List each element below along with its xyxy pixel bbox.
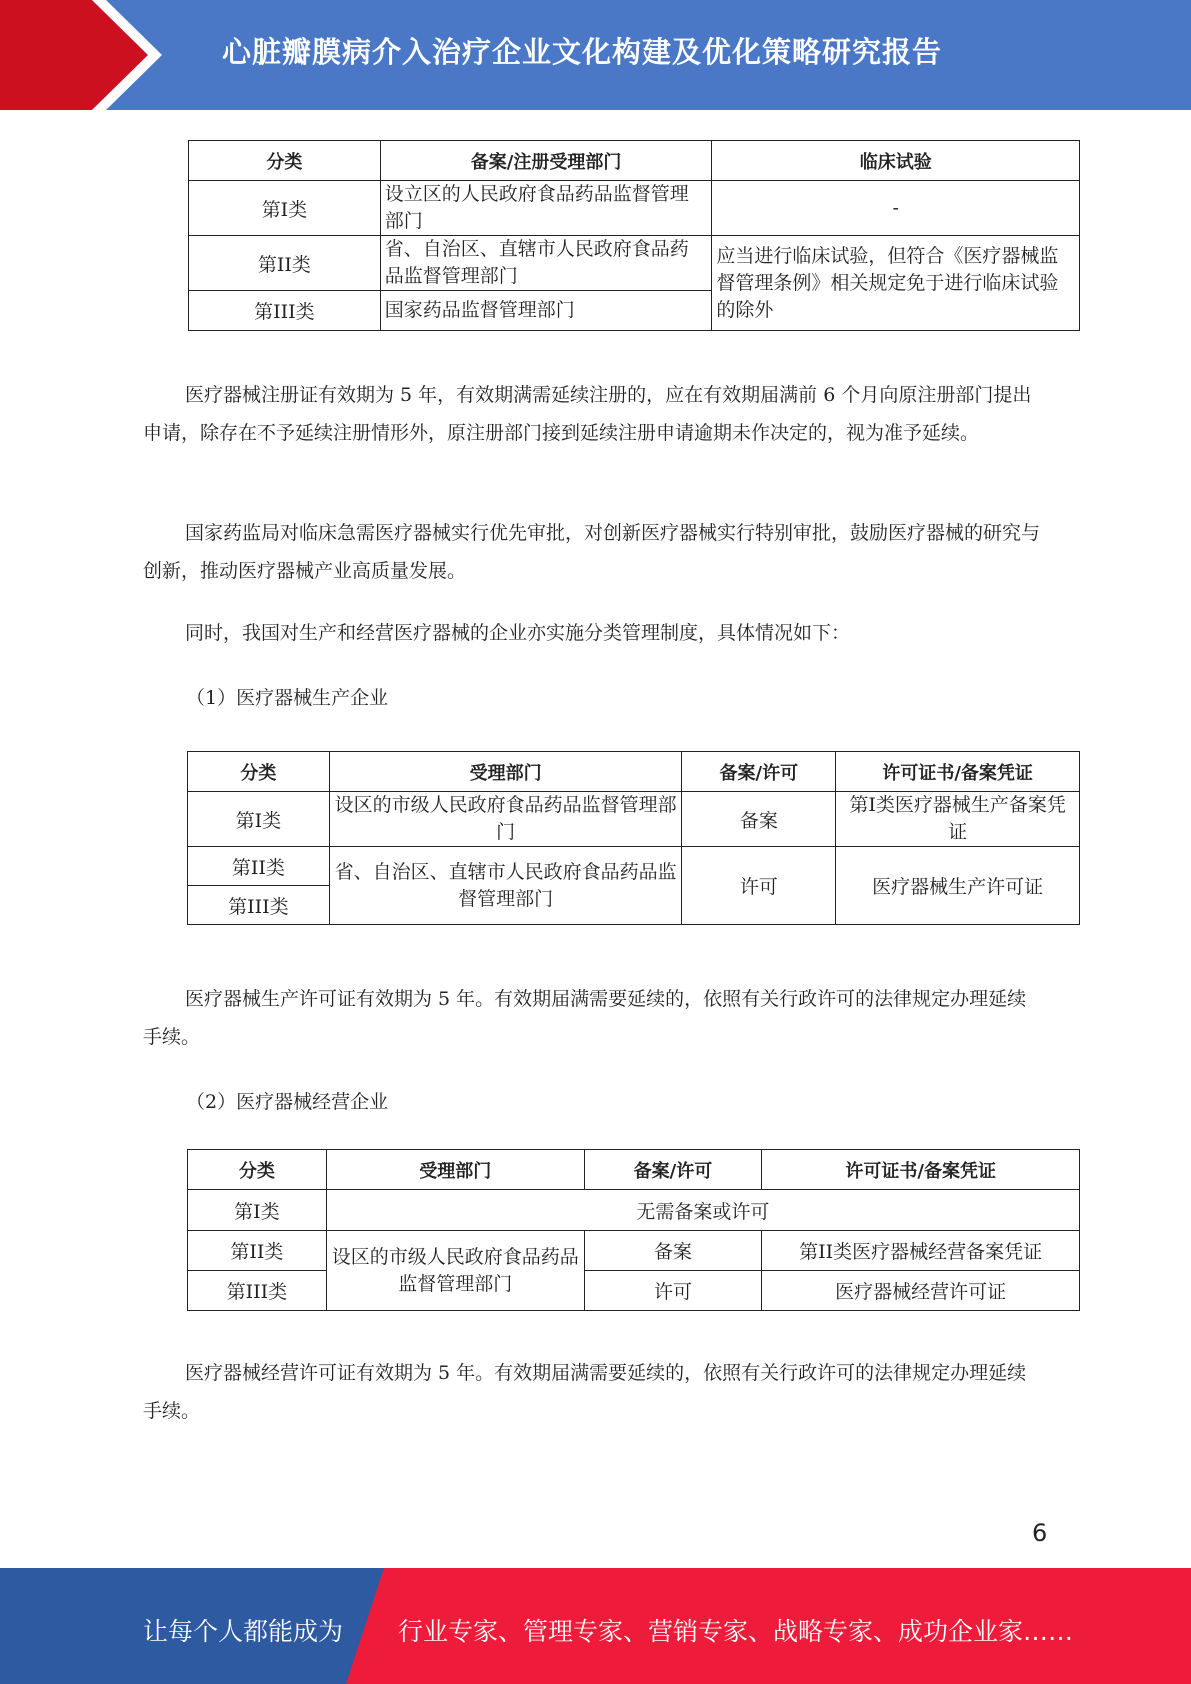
paragraph-registration-validity: 医疗器械注册证有效期为 5 年，有效期满需延续注册的，应在有效期届满前 6 个月向原注册部门提出申请，除存在不予延续注册情形外，原注册部门接到延续注册申请逾期未作决定的，视为准予延续。	[143, 384, 1032, 444]
table-row	[188, 1231, 1080, 1271]
type-cell: 许可	[682, 847, 836, 925]
merged-cell: 无需备案或许可	[326, 1190, 1079, 1231]
category-cell: 第II类	[189, 236, 381, 291]
table-header-type: 备案/许可	[682, 752, 836, 792]
table-header-cert: 许可证书/备案凭证	[762, 1150, 1080, 1190]
registration-table	[188, 140, 1080, 331]
paragraph-production-license: 医疗器械生产许可证有效期为 5 年。有效期届满需要延续的，依照有关行政许可的法律规定办理延续手续。	[143, 988, 1027, 1048]
table-header-type: 备案/许可	[584, 1150, 762, 1190]
cert-cell: 医疗器械经营许可证	[762, 1271, 1080, 1311]
paragraph-priority-approval: 国家药监局对临床急需医疗器械实行优先审批，对创新医疗器械实行特别审批，鼓励医疗器械的研究与创新，推动医疗器械产业高质量发展。	[143, 522, 1041, 582]
table-header-cert: 许可证书/备案凭证	[836, 752, 1080, 792]
trial-cell: -	[712, 181, 1080, 236]
footer-slogan-left: 让每个人都能成为	[143, 1617, 344, 1646]
dept-cell: 国家药品监督管理部门	[380, 291, 712, 331]
type-cell: 许可	[584, 1271, 762, 1311]
table-header-dept: 受理部门	[329, 752, 682, 792]
paragraph-classification-intro: 同时，我国对生产和经营医疗器械的企业亦实施分类管理制度，具体情况如下：	[185, 622, 851, 644]
dept-cell: 设区的市级人民政府食品药品监督管理部门	[326, 1231, 584, 1311]
page-number: 6	[1032, 1519, 1048, 1547]
category-cell: 第III类	[189, 291, 381, 331]
table-row	[188, 792, 1080, 847]
table-header-trial: 临床试验	[712, 141, 1080, 181]
footer-slogan-right: 行业专家、管理专家、营销专家、战略专家、成功企业家……	[398, 1617, 1074, 1646]
page-header	[0, 0, 1191, 110]
table-row	[189, 236, 1080, 291]
category-cell: 第I类	[188, 792, 330, 847]
category-cell: 第I类	[188, 1190, 327, 1231]
dept-cell: 省、自治区、直辖市人民政府食品药品监督管理部门	[380, 236, 712, 291]
table-row	[188, 1271, 1080, 1311]
category-cell: 第III类	[188, 886, 330, 925]
table-row	[189, 181, 1080, 236]
table-header-category: 分类	[189, 141, 381, 181]
category-cell: 第II类	[188, 1231, 327, 1271]
table-header-category: 分类	[188, 1150, 327, 1190]
table-header-dept: 受理部门	[326, 1150, 584, 1190]
paragraph-distribution-license: 医疗器械经营许可证有效期为 5 年。有效期届满需要延续的，依照有关行政许可的法律规定办理延续手续。	[143, 1362, 1027, 1422]
subheading-manufacturers: （1）医疗器械生产企业	[186, 687, 389, 709]
dept-cell: 设立区的人民政府食品药品监督管理部门	[380, 181, 712, 236]
category-cell: 第III类	[188, 1271, 327, 1311]
dept-cell: 设区的市级人民政府食品药品监督管理部门	[329, 792, 682, 847]
table-row	[188, 847, 1080, 886]
table-row	[188, 1190, 1080, 1231]
category-cell: 第II类	[188, 847, 330, 886]
table-header-category: 分类	[188, 752, 330, 792]
table-header-dept: 备案/注册受理部门	[380, 141, 712, 181]
manufacturer-table	[187, 751, 1080, 925]
category-cell: 第I类	[189, 181, 381, 236]
dept-cell: 省、自治区、直辖市人民政府食品药品监督管理部门	[329, 847, 682, 925]
page-footer	[0, 1568, 1191, 1684]
subheading-distributors: （2）医疗器械经营企业	[186, 1091, 389, 1113]
cert-cell: 医疗器械生产许可证	[836, 847, 1080, 925]
cert-cell: 第II类医疗器械经营备案凭证	[762, 1231, 1080, 1271]
distributor-table	[187, 1149, 1080, 1311]
trial-cell: 应当进行临床试验，但符合《医疗器械监督管理条例》相关规定免于进行临床试验的除外	[712, 236, 1080, 331]
type-cell: 备案	[682, 792, 836, 847]
report-title: 心脏瓣膜病介入治疗企业文化构建及优化策略研究报告	[222, 35, 943, 69]
type-cell: 备案	[584, 1231, 762, 1271]
cert-cell: 第I类医疗器械生产备案凭证	[836, 792, 1080, 847]
